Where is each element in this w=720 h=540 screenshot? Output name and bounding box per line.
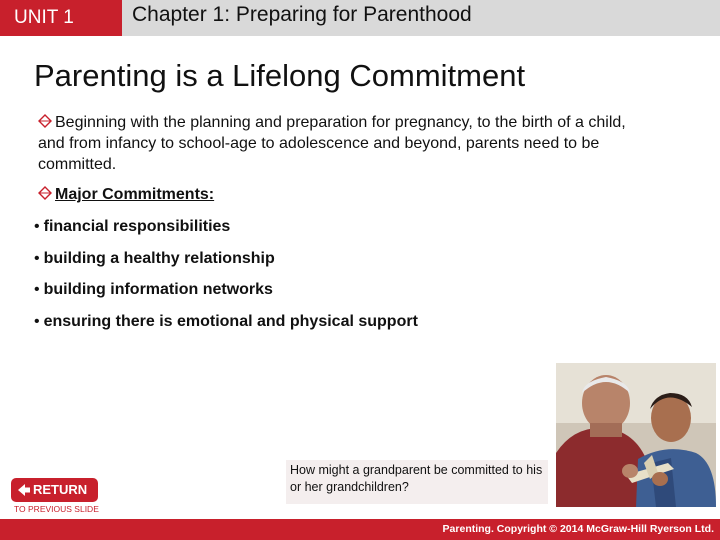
slide-title: Parenting is a Lifelong Commitment xyxy=(34,58,526,93)
copyright-text: Parenting. Copyright © 2014 McGraw-Hill Ryerson Ltd. xyxy=(442,523,714,535)
intro-text: Beginning with the planning and preparation for pregnancy, to the birth of a child, and from infancy to school-age to adolescence and beyond, parents need to be committed. xyxy=(38,114,626,173)
list-item-text: ensuring there is emotional and physical support xyxy=(43,313,418,330)
chapter-title: Chapter 1: Preparing for Parenthood xyxy=(122,0,720,36)
list-item-text: building a healthy relationship xyxy=(43,250,275,267)
back-arrow-icon xyxy=(18,484,30,496)
unit-label: UNIT 1 xyxy=(0,0,122,36)
diamond-bullet-icon xyxy=(38,114,52,128)
return-sublabel[interactable]: TO PREVIOUS SLIDE xyxy=(14,504,99,514)
return-button[interactable] xyxy=(11,478,98,502)
diamond-bullet-icon xyxy=(38,186,52,200)
list-item: • building a healthy relationship xyxy=(34,250,275,267)
list-item: • financial responsibilities xyxy=(34,218,231,235)
list-item-text: financial responsibilities xyxy=(43,218,231,235)
grandparent-photo xyxy=(556,363,716,507)
commitments-heading-text: Major Commitments: xyxy=(55,186,215,203)
commitments-heading xyxy=(38,186,214,204)
list-item-text: building information networks xyxy=(43,281,273,298)
footer-bar xyxy=(0,519,720,540)
intro-paragraph xyxy=(38,112,638,175)
return-label: RETURN xyxy=(33,482,88,497)
list-item: • ensuring there is emotional and physical support xyxy=(34,313,418,330)
photo-caption: How might a grandparent be committed to his or her grandchildren? xyxy=(286,460,548,504)
list-item: • building information networks xyxy=(34,281,273,298)
